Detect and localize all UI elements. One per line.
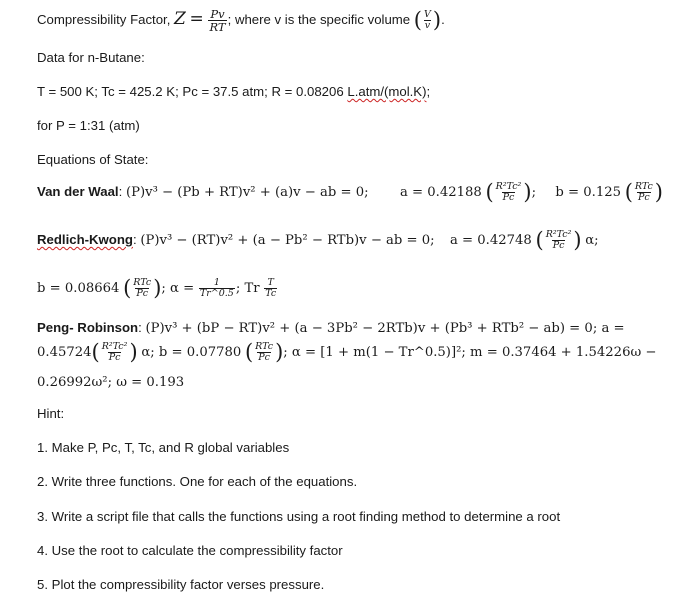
z-fraction [208,8,226,33]
paren-close: ) [654,180,663,204]
paren-open: ( [413,8,422,33]
pr-equation [37,320,625,336]
paren-open: ( [123,276,132,300]
equals-sign: = [189,9,204,30]
paren-close: ) [523,180,532,204]
hint-item: 2. Write three functions. One for each of the equations. [37,474,358,489]
pr-b-lhs: α; b = 0.07780 [141,344,242,360]
rk-tr-numerator: T [267,277,274,289]
rk-a-numerator: R²Tc² [545,229,572,241]
paren-open: ( [535,228,544,252]
vdw-a-lhs: a = 0.42188 [399,184,482,200]
rk-a-lhs: a = 0.42748 [449,232,532,248]
rk-alpha-denominator: Tr^0.5 [199,288,234,299]
vdw-equation [37,182,663,203]
compressibility-definition [37,8,445,33]
constants-line [37,84,430,99]
hint-item: 3. Write a script file that calls the functions using a root finding method to determine a root [37,509,561,524]
hint-item: 5. Plot the compressibility factor verses pressure. [37,577,325,592]
vdw-a-numerator: R²Tc² [495,181,522,193]
definition-label: Compressibility Factor, [37,12,171,28]
hint-title: Hint: [37,406,65,421]
pr-a-numerator: R²Tc² [101,341,128,353]
vdw-b-lhs: b = 0.125 [555,184,622,200]
where-text: where v is the specific volume [234,12,411,28]
rk-b-lhs: b = 0.08664 [37,280,120,296]
rk-alpha-fraction [199,278,235,299]
pr-label: Peng- Robinson [37,320,139,335]
vdw-sep: ; [531,184,537,200]
paren-close: ) [432,8,442,33]
rk-colon: : [132,231,137,247]
pr-b-numerator: RTc [255,341,274,353]
paren-close: ) [275,340,284,364]
paren-close: ) [129,340,138,364]
eos-title: Equations of State: [37,152,149,167]
paren-close: ) [153,276,162,300]
pr-b-denominator: Pc [258,352,270,363]
pr-a-fraction [101,342,129,363]
rk-tr-denominator: Tc [265,288,277,299]
semicolon: ; [227,12,232,28]
vdw-colon: : [118,183,123,199]
rk-parameters [37,278,278,299]
paren-open: ( [91,340,100,364]
rk-b-fraction [132,278,152,299]
hint-item: 1. Make P, Pc, T, Tc, and R global variables [37,440,290,455]
rk-tr-lhs: ; Tr [235,280,260,296]
v-fraction [423,10,432,31]
vdw-b-numerator: RTc [634,181,653,193]
constants-suffix: ; [426,84,431,99]
rk-b-numerator: RTc [133,277,152,289]
vdw-b-fraction [634,182,654,203]
pressure-range: for P = 1:31 (atm) [37,118,140,133]
vdw-b-denominator: Pc [637,192,650,203]
rk-a-tail: α; [585,232,599,248]
pr-b-fraction [254,342,274,363]
hint-item: 4. Use the root to calculate the compressibility factor [37,543,343,558]
rk-tr-fraction [264,278,277,299]
vdw-a-fraction [495,182,523,203]
z-denominator: RT [209,20,226,35]
data-title: Data for n-Butane: [37,50,145,65]
vdw-expression: (P)v³ − (Pb + RT)v² + (a)v − ab = 0; [125,184,369,200]
z-numerator: Pv [210,7,225,21]
pr-alpha-expression: ; α = [1 + m(1 − Tr^0.5)]²; m = 0.37464 + 1.54226ω − [283,344,657,360]
pr-expression: (P)v³ + (bP − RT)v² + (a − 3Pb² − 2RTb)v + (Pb³ + RTb² − ab) = 0; a = [145,321,625,336]
v-numerator: V [424,9,431,21]
rk-alpha-numerator: 1 [213,277,220,289]
vdw-label: Van der Waal [37,183,119,199]
paren-open: ( [244,340,254,364]
pr-omega [37,374,184,390]
rk-a-fraction [545,230,573,251]
pr-parameters [37,342,656,363]
rk-equation [37,230,599,251]
paren-close: ) [573,228,582,252]
pr-colon: : [138,320,142,335]
vdw-a-denominator: Pc [502,192,515,203]
constants-text: T = 500 K; Tc = 425.2 K; Pc = 37.5 atm; R = 0.08206 [37,84,348,99]
z-symbol: Z [174,9,186,30]
rk-label: Redlich-Kwong [37,231,133,247]
rk-expression: (P)v³ − (RT)v² + (a − Pb² − RTb)v − ab = 0; [140,232,435,248]
pr-a-lead: 0.45724 [37,344,92,360]
paren-open: ( [624,180,633,204]
pr-omega-text: 0.26992ω²; ω = 0.193 [37,375,185,390]
paren-open: ( [485,180,494,204]
pr-a-denominator: Pc [108,352,121,363]
period: . [441,12,445,28]
gas-constant-units: L.atm/(mol.K) [347,84,427,99]
v-denominator: v [424,20,431,32]
rk-b-denominator: Pc [136,288,149,299]
rk-a-denominator: Pc [552,240,565,251]
rk-alpha-lhs: ; α = [161,280,195,296]
